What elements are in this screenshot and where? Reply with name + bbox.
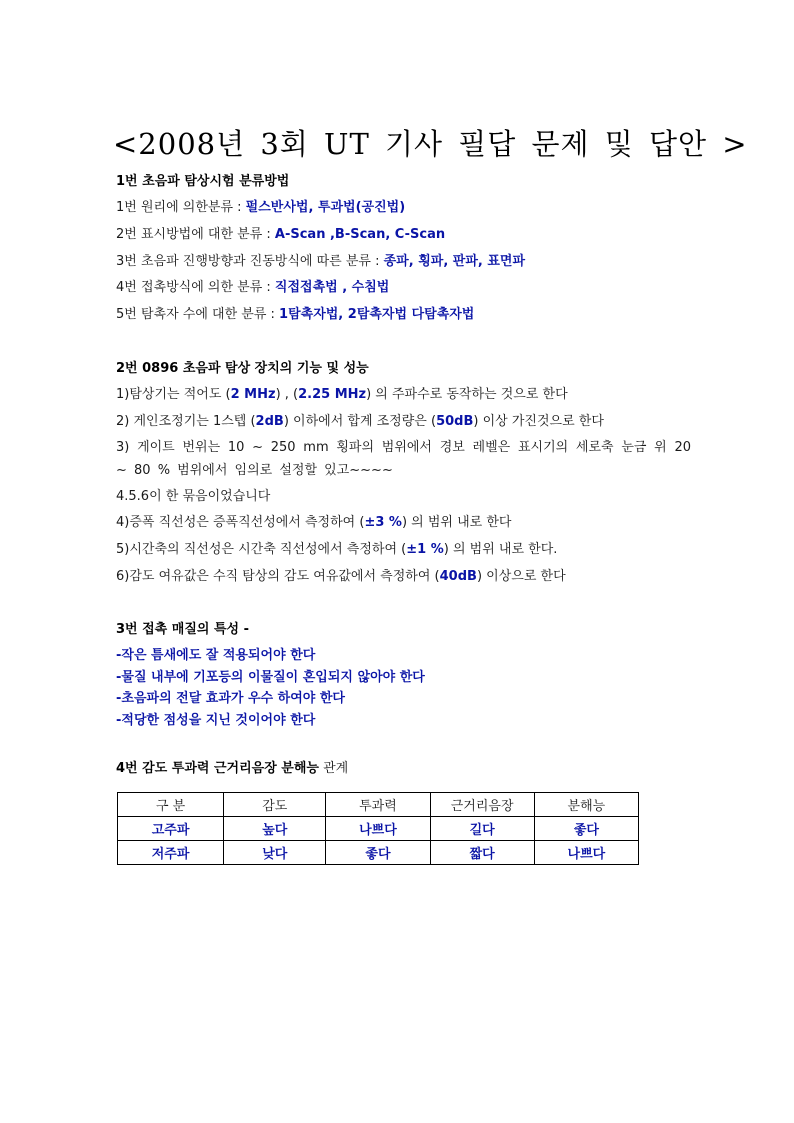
section1-item-2 [116, 226, 445, 244]
item-text: 6)감도 여유값은 수직 탐상의 감도 여유값에서 측정하여 ( [116, 569, 440, 584]
section1-item-3 [116, 253, 525, 271]
table-header-cell: 분해능 [534, 793, 638, 817]
section3-item-3: -초음파의 전달 효과가 우수 하여야 한다 [116, 691, 345, 706]
table-cell: 길다 [430, 817, 534, 841]
table-cell: 좋다 [534, 817, 638, 841]
section2-note: 4.5.6이 한 묶음이었습니다 [116, 489, 271, 504]
section2-item-3: 3) 게이트 번위는 10 ~ 250 mm 횡파의 범위에서 경보 레벨은 표시기의 세로축 눈금 위 20 ~ 80 % 범위에서 임의로 설정할 있고~~~~ [116, 440, 691, 478]
section4-heading-bold: 4번 감도 투과력 근거리음장 분해능 [116, 761, 319, 776]
section2-item-5 [116, 541, 557, 559]
item-text: 1)탐상기는 적어도 ( [116, 387, 231, 402]
section3-item-2: -물질 내부에 기포등의 이물질이 혼입되지 않아야 한다 [116, 670, 425, 685]
table-cell: 고주파 [118, 817, 224, 841]
item-value: ±1 % [406, 542, 444, 557]
item-value: ±3 % [364, 515, 402, 530]
table-row [118, 841, 639, 865]
table-row [118, 817, 639, 841]
item-text: ) 의 범위 내로 한다 [401, 515, 512, 530]
section2-item-6 [116, 568, 566, 586]
section4-heading-rest: 관계 [318, 761, 349, 776]
table-cell: 좋다 [326, 841, 430, 865]
item-answer: 종파, 횡파, 판파, 표면파 [383, 254, 526, 269]
item-text: ) 의 범위 내로 한다. [443, 542, 558, 557]
section3-item-1: -작은 틈새에도 잘 적용되어야 한다 [116, 648, 316, 663]
table-header-row [118, 793, 639, 817]
table-cell: 높다 [224, 817, 326, 841]
item-value: 40dB [439, 569, 477, 584]
section1-heading: 1번 초음파 탐상시험 분류방법 [116, 174, 290, 189]
item-label: 2번 표시방법에 대한 분류 : [116, 227, 275, 242]
section2-item-4 [116, 514, 511, 532]
item-text: ) 이상으로 한다 [476, 569, 566, 584]
item-answer: 펄스반사법, 투과법(공진법) [245, 200, 406, 215]
relationship-table [117, 792, 639, 865]
item-label: 5번 탐촉자 수에 대한 분류 : [116, 307, 280, 322]
section2-item-1 [116, 386, 568, 404]
item-answer: 직접접촉법 , 수침법 [274, 280, 390, 295]
item-text: ) 이하에서 합계 조정량은 ( [283, 414, 437, 429]
item-value: 2 MHz [230, 387, 276, 402]
item-label: 4번 접촉방식에 의한 분류 : [116, 280, 275, 295]
section4-heading [116, 760, 348, 778]
table-header-cell: 투과력 [326, 793, 430, 817]
table-cell: 나쁘다 [534, 841, 638, 865]
item-label: 1번 원리에 의한분류 : [116, 200, 246, 215]
item-text: 5)시간축의 직선성은 시간축 직선성에서 측정하여 ( [116, 542, 407, 557]
document-title: <2008년 3회 UT 기사 필답 문제 및 답안 > [113, 127, 748, 161]
item-text: ) 의 주파수로 동작하는 것으로 한다 [366, 387, 568, 402]
item-label: 3번 초음파 진행방향과 진동방식에 따른 분류 : [116, 254, 384, 269]
item-text: 4)증폭 직선성은 증폭직선성에서 측정하여 ( [116, 515, 365, 530]
item-answer: 1탐촉자법, 2탐촉자법 다탐촉자법 [279, 307, 475, 322]
section1-item-4 [116, 279, 389, 297]
table-header-cell: 근거리음장 [430, 793, 534, 817]
section1-item-1 [116, 199, 405, 217]
item-answer: A-Scan ,B-Scan, C-Scan [274, 227, 446, 242]
table-cell: 짧다 [430, 841, 534, 865]
table-header-cell: 감도 [224, 793, 326, 817]
item-value: 2dB [255, 414, 284, 429]
item-value: 50dB [436, 414, 474, 429]
section2-heading: 2번 0896 초음파 탐상 장치의 기능 및 성능 [116, 361, 369, 376]
section1-item-5 [116, 306, 474, 324]
section2-item-2 [116, 413, 604, 431]
table-cell: 저주파 [118, 841, 224, 865]
section3-item-4: -적당한 점성을 지닌 것이어야 한다 [116, 713, 316, 728]
item-text: ) 이상 가진것으로 한다 [473, 414, 604, 429]
table-cell: 나쁘다 [326, 817, 430, 841]
table-header-cell: 구 분 [118, 793, 224, 817]
item-text: 2) 게인조정기는 1스텝 ( [116, 414, 256, 429]
item-value: 2.25 MHz [298, 387, 367, 402]
table-cell: 낮다 [224, 841, 326, 865]
item-text: ) , ( [275, 387, 299, 402]
section3-heading: 3번 접촉 매질의 특성 - [116, 622, 250, 637]
